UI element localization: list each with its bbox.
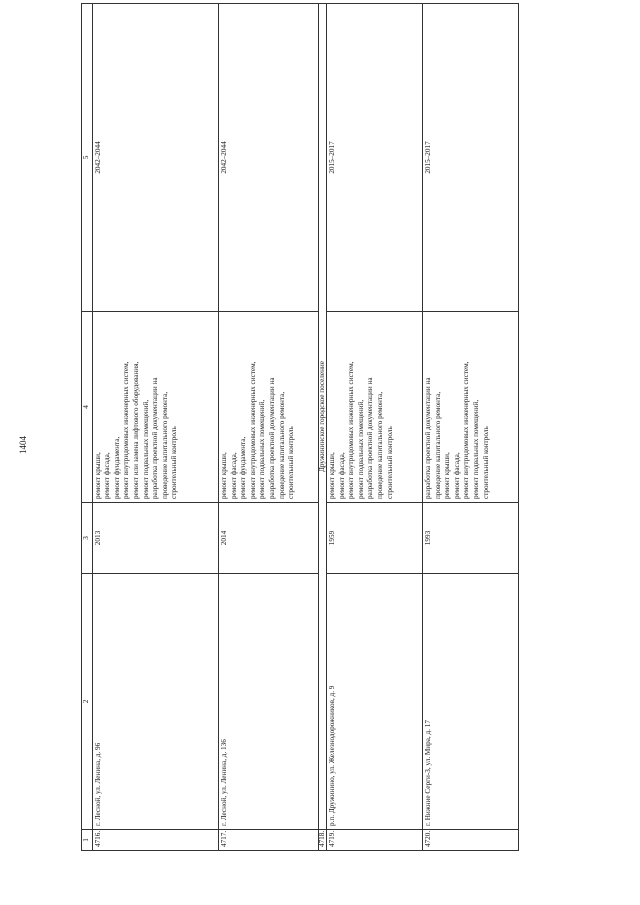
row-address: г. Нижние Серги-3, ул. Мира, д. 17 xyxy=(422,574,518,830)
header-row xyxy=(82,4,93,851)
work-item: ремонт фасада, xyxy=(452,452,461,499)
work-item: строительный контроль xyxy=(170,426,179,499)
work-item: разработка проектной документации на xyxy=(267,377,276,499)
section-title: Дружининское городское поселение xyxy=(318,4,326,830)
row-year: 1959 xyxy=(327,503,423,574)
work-item: ремонт фасада, xyxy=(337,452,346,499)
work-item: ремонт подвальных помещений, xyxy=(141,399,150,499)
row-works xyxy=(218,312,318,503)
work-item: ремонт фундамента, xyxy=(112,436,121,499)
work-item: разработка проектной документации на xyxy=(423,377,432,499)
table-row xyxy=(327,4,423,851)
work-item: ремонт крыши, xyxy=(443,452,452,499)
work-item: строительный контроль xyxy=(481,426,490,499)
row-period: 2015–2017 xyxy=(327,4,423,312)
work-item: разработка проектной документации на xyxy=(151,377,160,499)
section-row xyxy=(318,4,326,851)
header-col-1: 1 xyxy=(82,830,93,851)
work-item: проведение капитального ремонта, xyxy=(376,391,384,499)
row-period: 2042–2044 xyxy=(92,4,218,312)
register-table xyxy=(81,3,519,851)
register-table-rotated xyxy=(81,3,519,851)
header-col-3: 3 xyxy=(82,503,93,574)
row-works xyxy=(92,312,218,503)
page-number: 1404 xyxy=(18,436,28,454)
work-item: проведение капитального ремонта, xyxy=(433,391,442,499)
table-row xyxy=(422,4,518,851)
work-item: ремонт внутридомовых инженерных систем, xyxy=(347,361,356,499)
work-item: ремонт внутридомовых инженерных систем, xyxy=(462,361,471,499)
row-period: 2015–2017 xyxy=(422,4,518,312)
header-col-4: 4 xyxy=(82,312,93,503)
row-address: р.п. Дружинино, ул. Железнодорожников, д. 9 xyxy=(327,574,423,830)
work-item: ремонт крыши, xyxy=(219,452,228,499)
row-works xyxy=(422,312,518,503)
row-year: 2013 xyxy=(92,503,218,574)
header-col-2: 2 xyxy=(82,574,93,830)
row-address: г. Лесной, ул. Ленина, д. 136 xyxy=(218,574,318,830)
work-item: ремонт или замена лифтового оборудования, xyxy=(132,361,141,499)
header-col-5: 5 xyxy=(82,4,93,312)
work-item: строительный контроль xyxy=(287,426,296,499)
work-item: ремонт крыши, xyxy=(328,452,337,499)
row-works xyxy=(327,312,423,503)
row-period: 2042–2044 xyxy=(218,4,318,312)
work-item: проведение капитального ремонта, xyxy=(160,391,169,499)
work-item: строительный контроль xyxy=(385,426,394,499)
work-item: ремонт внутридомовых инженерных систем, xyxy=(122,361,131,499)
work-item: ремонт внутридомовых инженерных систем, xyxy=(248,361,257,499)
row-year: 2014 xyxy=(218,503,318,574)
table-row xyxy=(218,4,318,851)
work-item: ремонт фасада, xyxy=(103,452,112,499)
row-year: 1993 xyxy=(422,503,518,574)
work-item: ремонт крыши, xyxy=(93,452,102,499)
work-item: ремонт фасада, xyxy=(229,452,238,499)
row-number: 4720. xyxy=(422,830,518,851)
row-number: 4716. xyxy=(92,830,218,851)
table-row xyxy=(92,4,218,851)
section-number: 4718. xyxy=(318,830,326,851)
work-item: ремонт подвальных помещений, xyxy=(356,399,365,499)
row-number: 4719. xyxy=(327,830,423,851)
work-item: ремонт подвальных помещений, xyxy=(471,399,480,499)
work-item: разработка проектной документации на xyxy=(366,377,375,499)
work-item: ремонт подвальных помещений, xyxy=(258,399,267,499)
row-number: 4717. xyxy=(218,830,318,851)
row-address: г. Лесной, ул. Ленина, д. 96 xyxy=(92,574,218,830)
work-item: проведение капитального ремонта, xyxy=(277,391,286,499)
work-item: ремонт фундамента, xyxy=(239,436,248,499)
